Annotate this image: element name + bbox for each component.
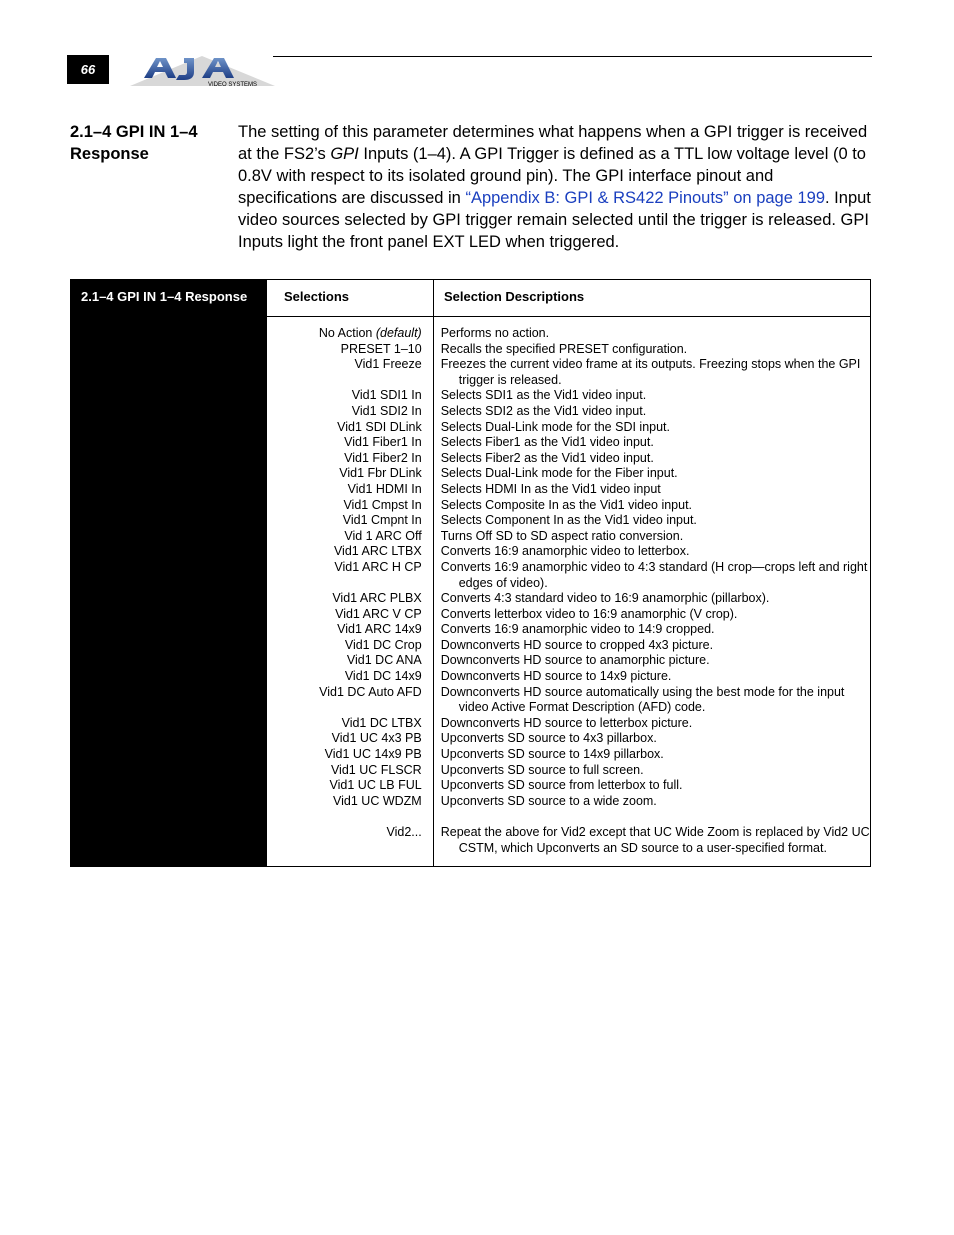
body-text-3: . Input video sources selected by GPI trigger remain selected until the trigger is released. GPI Inputs light the front panel EXT LED when triggered.	[238, 189, 871, 251]
description-cell: Performs no action.	[440, 326, 550, 340]
table-row	[267, 326, 870, 342]
body-text-1: The setting of this parameter determines what happens when a GPI trigger is received at the FS2’s	[238, 123, 868, 163]
selections-header: Selections	[284, 289, 350, 304]
table-row	[267, 498, 870, 514]
page-number: 66	[67, 55, 109, 84]
table-row	[267, 622, 870, 638]
description-cell: Downconverts HD source to cropped 4x3 picture.	[440, 637, 714, 652]
description-cell: Selects Fiber1 as the Vid1 video input.	[440, 435, 654, 450]
table-row	[267, 404, 870, 420]
table-row	[267, 435, 870, 451]
selection-table	[70, 279, 871, 867]
table-row	[267, 685, 870, 716]
description-cell: Upconverts SD source to a wide zoom.	[440, 793, 657, 808]
description-cell: Selects Dual-Link mode for the Fiber input.	[440, 466, 678, 481]
table-row	[267, 794, 870, 810]
default-note: (default)	[375, 326, 422, 340]
logo-subtext: VIDEO SYSTEMS	[208, 82, 258, 88]
selection-cell: Vid1 ARC V CP	[335, 606, 422, 621]
selection-cell: Vid1 ARC 14x9	[337, 622, 422, 637]
selection-cell: Vid1 Freeze	[354, 357, 422, 372]
selection-cell: Vid1 HDMI In	[347, 481, 422, 496]
description-cell: Converts 16:9 anamorphic video to 4:3 standard (H crop—crops left and right edges of video).	[440, 559, 868, 590]
header-divider	[267, 316, 870, 317]
description-cell: Selects Component In as the Vid1 video input.	[440, 513, 697, 528]
selection-cell: Vid1 Fiber2 In	[344, 450, 422, 465]
description-cell: Upconverts SD source to 14x9 pillarbox.	[440, 747, 664, 762]
table-row	[267, 763, 870, 779]
description-cell: Downconverts HD source automatically using the best mode for the input video Active Format Description (AFD) code.	[440, 684, 845, 715]
selection-cell: Vid2...	[386, 825, 422, 839]
selection-cell: Vid1 UC FLSCR	[330, 762, 422, 777]
table-row	[267, 544, 870, 560]
table-rows	[267, 326, 870, 856]
description-cell: Selects HDMI In as the Vid1 video input	[440, 481, 661, 496]
selection-cell: PRESET 1–10	[340, 341, 422, 356]
table-row	[267, 466, 870, 482]
selection-cell: Vid1 DC 14x9	[344, 669, 422, 684]
selection-cell: Vid1 UC 14x9 PB	[324, 747, 422, 762]
selection-cell: Vid1 ARC PLBX	[332, 591, 422, 606]
table-row	[267, 482, 870, 498]
selection-cell: Vid1 UC WDZM	[333, 793, 422, 808]
selection-cell: Vid1 Fbr DLink	[339, 466, 422, 481]
body-text-italic: GPI	[330, 145, 359, 163]
row-spacer	[267, 809, 870, 825]
selection-cell: Vid1 Fiber1 In	[344, 435, 422, 450]
section-heading: 2.1–4 GPI IN 1–4 Response	[70, 123, 198, 163]
selection-cell: Vid1 UC LB FUL	[329, 778, 422, 793]
section-description	[238, 121, 872, 253]
selection-cell: Vid1 Cmpst In	[343, 497, 422, 512]
table-row	[267, 388, 870, 404]
selection-cell: Vid1 DC Crop	[344, 637, 422, 652]
description-cell: Upconverts SD source to 4x3 pillarbox.	[440, 731, 657, 746]
table-row	[267, 529, 870, 545]
selection-cell: Vid1 UC 4x3 PB	[331, 731, 422, 746]
selection-cell: Vid1 ARC LTBX	[333, 544, 422, 559]
description-cell: Converts letterbox video to 16:9 anamorphic (V crop).	[440, 606, 738, 621]
description-cell: Converts 4:3 standard video to 16:9 anamorphic (pillarbox).	[440, 591, 770, 606]
description-cell: Downconverts HD source to letterbox picture.	[440, 715, 693, 730]
table-row	[267, 778, 870, 794]
selection-cell: Vid1 DC LTBX	[341, 715, 422, 730]
table-row	[267, 420, 870, 436]
table-row	[267, 357, 870, 388]
selection-cell: Vid1 Cmpnt In	[342, 513, 422, 528]
header-rule	[273, 56, 872, 57]
description-cell: Recalls the specified PRESET configuration.	[440, 341, 688, 356]
table-row	[267, 591, 870, 607]
table-row	[267, 747, 870, 763]
selection-cell: Vid1 DC Auto AFD	[319, 684, 422, 699]
selection-cell: Vid1 SDI1 In	[351, 388, 422, 403]
table-row	[267, 451, 870, 467]
description-cell: Downconverts HD source to anamorphic picture.	[440, 653, 710, 668]
selection-cell: Vid 1 ARC Off	[344, 528, 422, 543]
description-cell: Downconverts HD source to 14x9 picture.	[440, 669, 672, 684]
table-label-column	[71, 280, 267, 866]
appendix-link[interactable]: “Appendix B: GPI & RS422 Pinouts” on page 199	[465, 189, 826, 207]
description-cell: Converts 16:9 anamorphic video to letterbox.	[440, 544, 690, 559]
table-title: 2.1–4 GPI IN 1–4 Response	[81, 289, 248, 304]
table-row	[267, 638, 870, 654]
table-row	[267, 825, 870, 856]
description-cell: Repeat the above for Vid2 except that UC Wide Zoom is replaced by Vid2 UC CSTM, which Upconverts an SD source to a user-specified format.	[440, 825, 870, 855]
description-cell: Selects Fiber2 as the Vid1 video input.	[440, 450, 654, 465]
table-row	[267, 560, 870, 591]
description-cell: Upconverts SD source to full screen.	[440, 762, 644, 777]
description-cell: Upconverts SD source from letterbox to full.	[440, 778, 683, 793]
description-cell: Selects Dual-Link mode for the SDI input.	[440, 419, 670, 434]
selection-cell: Vid1 SDI DLink	[337, 419, 422, 434]
selection-cell: No Action (default)	[318, 326, 422, 340]
description-cell: Freezes the current video frame at its outputs. Freezing stops when the GPI trigger is released.	[440, 357, 861, 387]
table-row	[267, 513, 870, 529]
table-row	[267, 342, 870, 358]
description-cell: Selects SDI2 as the Vid1 video input.	[440, 403, 647, 418]
table-row	[267, 731, 870, 747]
descriptions-header: Selection Descriptions	[444, 289, 585, 304]
table-row	[267, 607, 870, 623]
body-text-2: Inputs (1–4). A GPI Trigger is defined as a TTL low voltage level (0 to 0.8V with respect to its isolated ground pin). The GPI interface pinout and specifications are discussed in	[238, 145, 866, 207]
selection-cell: Vid1 SDI2 In	[351, 403, 422, 418]
description-cell: Converts 16:9 anamorphic video to 14:9 cropped.	[440, 622, 715, 637]
aja-logo	[130, 52, 275, 88]
description-cell: Selects SDI1 as the Vid1 video input.	[440, 388, 647, 403]
selection-cell: Vid1 DC ANA	[346, 653, 422, 668]
selection-cell: Vid1 ARC H CP	[334, 559, 422, 574]
description-cell: Turns Off SD to SD aspect ratio conversion.	[440, 528, 684, 543]
table-row	[267, 669, 870, 685]
description-cell: Selects Composite In as the Vid1 video input.	[440, 497, 693, 512]
table-row	[267, 653, 870, 669]
table-row	[267, 716, 870, 732]
